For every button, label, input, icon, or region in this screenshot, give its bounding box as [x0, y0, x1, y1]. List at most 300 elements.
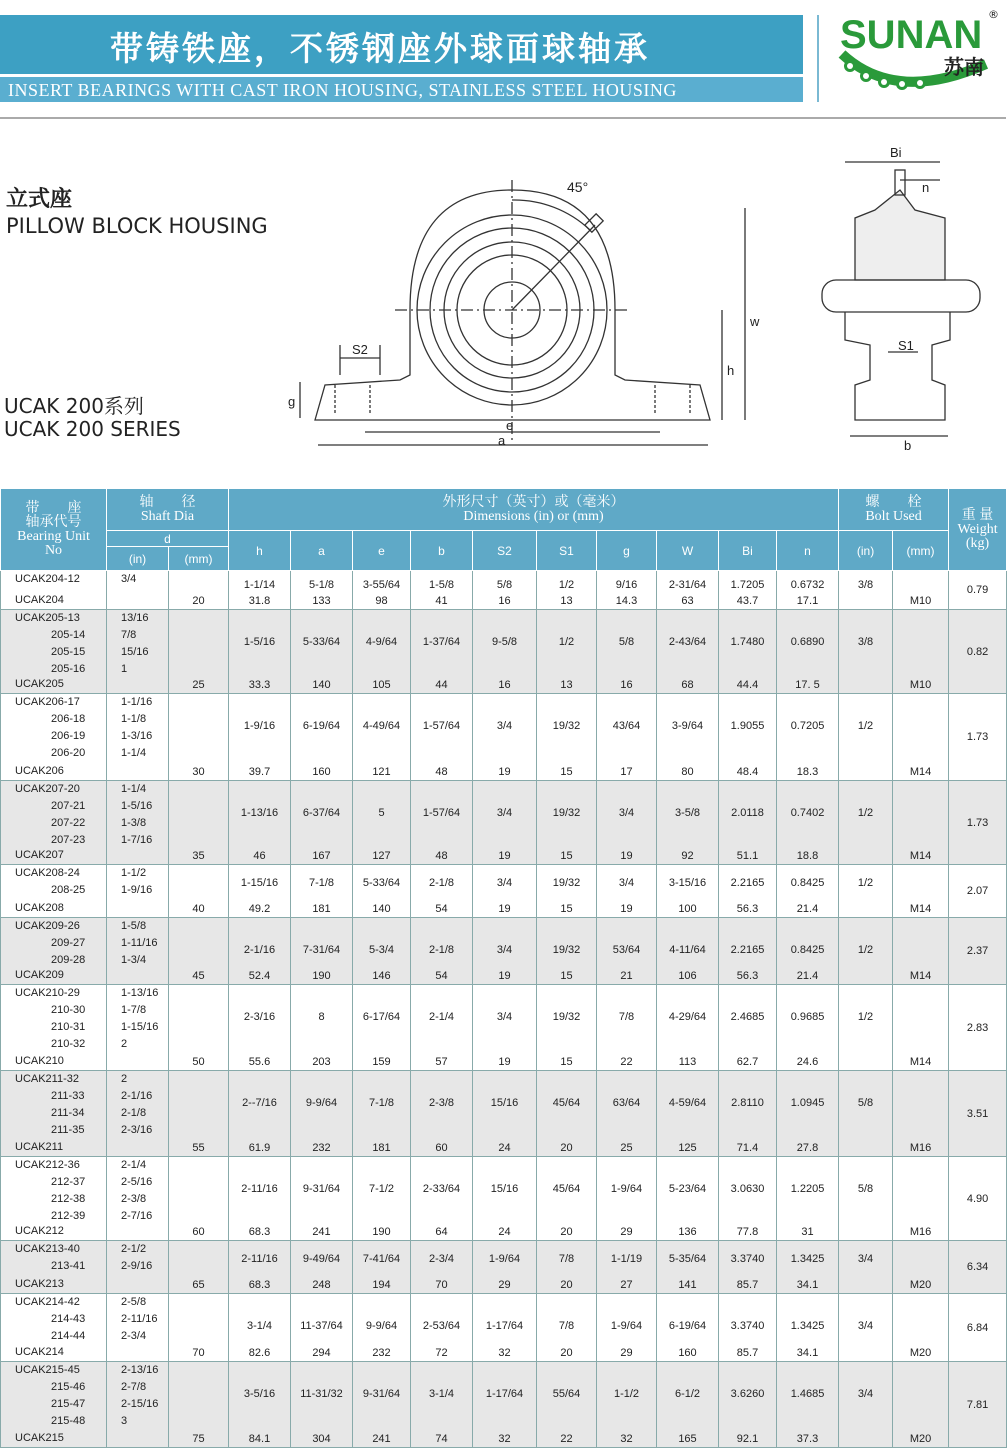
cell-shaft-in: [107, 1294, 169, 1362]
section-title-en: PILLOW BLOCK HOUSING: [6, 214, 268, 238]
header-weight: 重 量 Weight (kg): [949, 489, 1007, 571]
cell-s1: [537, 865, 597, 918]
s1-mm-value: 20: [560, 1347, 573, 1359]
cell-bolt-mm: [893, 985, 949, 1071]
bi-mm-value: 85.7: [736, 1347, 759, 1359]
b-in-value: 2-3/8: [428, 1097, 455, 1109]
cell-w: [657, 1241, 719, 1294]
a-mm-value: 160: [312, 766, 331, 778]
w-in-value: 3-15/16: [668, 877, 707, 889]
h-in-value: 2-3/16: [243, 1011, 276, 1023]
cell-shaft-mm: [169, 1071, 229, 1157]
shaft-in-value: 2-1/16: [121, 1090, 153, 1102]
header-col-w: W: [657, 531, 719, 571]
cell-n: [777, 985, 839, 1071]
weight-value: 0.82: [966, 645, 989, 658]
header-col-s2: S2: [473, 531, 537, 571]
g-in-value: 7/8: [618, 1011, 635, 1023]
h-label: h: [727, 363, 735, 378]
cell-b: [411, 1241, 473, 1294]
cell-n: [777, 571, 839, 610]
bearing-no: UCAK210: [15, 1055, 64, 1067]
cell-bolt-in: [839, 610, 893, 694]
w-mm-value: 80: [681, 766, 694, 778]
shaft-in-value: 2-9/16: [121, 1260, 153, 1272]
b-in-value: 1-57/64: [422, 807, 461, 819]
bearing-no: UCAK212: [15, 1225, 64, 1237]
bearing-no: UCAK212-36: [15, 1159, 80, 1171]
cell-bolt-in: [839, 918, 893, 985]
cell-bolt-in: [839, 1362, 893, 1448]
a-in-value: 5-33/64: [302, 636, 341, 648]
table-row: [1, 918, 1007, 985]
bearing-no: UCAK207: [15, 849, 64, 861]
cell-n: [777, 694, 839, 781]
h-mm-value: 46: [253, 850, 266, 862]
e-in-value: 4-49/64: [362, 720, 401, 732]
cell-shaft-in: [107, 918, 169, 985]
cell-shaft-in: [107, 985, 169, 1071]
cell-h: [229, 918, 291, 985]
bolt-mm-value: M16: [909, 1226, 932, 1238]
bearing-no: UCAK210-29: [15, 987, 80, 999]
a-mm-value: 248: [312, 1279, 331, 1291]
cell-n: [777, 1362, 839, 1448]
cell-b: [411, 1157, 473, 1241]
a-in-value: 6-37/64: [302, 807, 341, 819]
cell-weight: [949, 571, 1007, 610]
cell-bi: [719, 1071, 777, 1157]
cell-bolt-mm: [893, 1294, 949, 1362]
shaft-mm-value: 65: [192, 1279, 205, 1291]
bearing-no: 212-38: [51, 1193, 86, 1205]
bearing-no: 212-37: [51, 1176, 86, 1188]
n-mm-value: 37.3: [796, 1433, 819, 1445]
cell-w: [657, 1071, 719, 1157]
cell-s2: [473, 985, 537, 1071]
bearing-no: 206-19: [51, 730, 86, 742]
bolt-in-value: 1/2: [857, 944, 874, 956]
s1-in-value: 7/8: [558, 1320, 575, 1332]
cell-a: [291, 1071, 353, 1157]
cell-bolt-mm: [893, 918, 949, 985]
banner-bottom: [0, 77, 803, 102]
table-row: [1, 865, 1007, 918]
a-mm-value: 190: [312, 970, 331, 982]
weight-value: 4.90: [966, 1192, 989, 1205]
a-mm-value: 203: [312, 1056, 331, 1068]
bearing-no: UCAK214-42: [15, 1296, 80, 1308]
cell-bearing-no: [1, 1241, 107, 1294]
cell-g: [597, 865, 657, 918]
bearing-no: UCAK215: [15, 1432, 64, 1444]
shaft-in-value: 1-1/4: [121, 783, 147, 795]
bearing-no: UCAK211-32: [15, 1073, 79, 1085]
s2-label: S2: [352, 342, 368, 357]
s1-mm-value: 22: [560, 1433, 573, 1445]
bolt-in-value: 1/2: [857, 1011, 874, 1023]
s1-mm-value: 20: [560, 1142, 573, 1154]
n-label: n: [922, 180, 930, 195]
bi-in-value: 3.6260: [730, 1388, 765, 1400]
n-mm-value: 17.1: [796, 595, 819, 607]
e-in-value: 5-33/64: [362, 877, 401, 889]
cell-w: [657, 781, 719, 865]
s2-mm-value: 19: [498, 970, 511, 982]
e-label: e: [506, 418, 514, 433]
bearing-no: UCAK204: [15, 594, 64, 606]
s1-mm-value: 20: [560, 1279, 573, 1291]
b-in-value: 2-3/4: [428, 1253, 455, 1265]
bolt-in-value: 1/2: [857, 877, 874, 889]
bi-mm-value: 48.4: [736, 766, 759, 778]
s2-in-value: 9-5/8: [491, 636, 518, 648]
h-in-value: 2-11/16: [241, 1253, 278, 1265]
h-mm-value: 61.9: [248, 1142, 271, 1154]
h-in-value: 2--7/16: [242, 1097, 277, 1109]
cell-weight: [949, 985, 1007, 1071]
cell-bolt-in: [839, 694, 893, 781]
header-col-n: n: [777, 531, 839, 571]
cell-s2: [473, 1241, 537, 1294]
bearing-no: 211-35: [51, 1124, 85, 1136]
cell-bearing-no: [1, 1157, 107, 1241]
b-mm-value: 41: [435, 595, 448, 607]
cell-e: [353, 985, 411, 1071]
bi-mm-value: 56.3: [736, 970, 759, 982]
cell-s2: [473, 571, 537, 610]
w-label: w: [750, 314, 760, 329]
cell-a: [291, 694, 353, 781]
angle-label: 45°: [567, 179, 589, 195]
w-mm-value: 141: [678, 1279, 697, 1291]
s2-mm-value: 16: [498, 679, 511, 691]
shaft-in-value: 2-7/16: [121, 1210, 153, 1222]
w-in-value: 3-9/64: [671, 720, 704, 732]
w-mm-value: 106: [678, 970, 697, 982]
cell-shaft-mm: [169, 1157, 229, 1241]
cell-e: [353, 1241, 411, 1294]
shaft-mm-value: 35: [192, 850, 205, 862]
s2-in-value: 3/4: [496, 807, 513, 819]
header-bolt-mm: (mm): [893, 531, 949, 571]
weight-value: 3.51: [966, 1107, 989, 1120]
g-in-value: 3/4: [618, 877, 635, 889]
header-title-en: INSERT BEARINGS WITH CAST IRON HOUSING, STAINLESS STEEL HOUSING: [8, 80, 677, 100]
shaft-in-value: 1-9/16: [121, 884, 153, 896]
weight-value: 2.37: [966, 945, 989, 957]
b-mm-value: 44: [435, 679, 448, 691]
bearing-no: UCAK215-45: [15, 1364, 80, 1376]
table-row: [1, 610, 1007, 694]
a-in-value: 9-9/64: [305, 1097, 338, 1109]
cell-weight: [949, 610, 1007, 694]
shaft-mm-value: 25: [192, 679, 205, 691]
cell-bolt-in: [839, 1071, 893, 1157]
cell-g: [597, 1157, 657, 1241]
bi-in-value: 2.2165: [730, 877, 765, 889]
header-shaft-d: d: [107, 531, 229, 547]
weight-value: 1.73: [966, 816, 989, 829]
bearing-no: 213-41: [51, 1260, 86, 1272]
bolt-mm-value: M14: [909, 766, 932, 778]
shaft-in-value: 2-3/8: [121, 1193, 147, 1205]
bearing-no: 210-32: [51, 1038, 86, 1050]
b-mm-value: 48: [435, 766, 448, 778]
w-in-value: 6-1/2: [674, 1388, 701, 1400]
shaft-in-value: 7/8: [121, 629, 137, 641]
side-housing-top: [855, 190, 945, 280]
shaft-mm-value: 30: [192, 766, 205, 778]
cell-b: [411, 781, 473, 865]
cell-b: [411, 1362, 473, 1448]
cell-h: [229, 694, 291, 781]
shaft-mm-value: 50: [192, 1056, 205, 1068]
s2-in-value: 15/16: [490, 1097, 519, 1109]
s2-mm-value: 29: [498, 1279, 511, 1291]
cell-a: [291, 571, 353, 610]
s2-in-value: 3/4: [496, 944, 513, 956]
cell-shaft-in: [107, 694, 169, 781]
a-in-value: 8: [318, 1011, 325, 1023]
table-row: [1, 781, 1007, 865]
cell-a: [291, 610, 353, 694]
n-in-value: 0.6732: [790, 579, 825, 591]
bi-in-value: 2.4685: [730, 1011, 765, 1023]
s1-mm-value: 15: [560, 903, 573, 915]
cell-s2: [473, 694, 537, 781]
n-in-value: 1.4685: [790, 1388, 825, 1400]
header-bearing-unit: 带 座 轴承代号 Bearing Unit No: [1, 489, 107, 571]
h-mm-value: 39.7: [248, 766, 271, 778]
bearing-no: UCAK206-17: [15, 696, 80, 708]
bearing-no: UCAK209: [15, 969, 64, 981]
bi-in-value: 2.0118: [731, 807, 764, 819]
bearing-no: UCAK205: [15, 678, 64, 690]
cell-weight: [949, 1157, 1007, 1241]
shaft-in-value: 1-3/4: [121, 954, 147, 966]
h-mm-value: 52.4: [248, 970, 271, 982]
cell-b: [411, 865, 473, 918]
cell-shaft-in: [107, 1241, 169, 1294]
h-mm-value: 49.2: [248, 903, 271, 915]
h-mm-value: 68.3: [248, 1279, 271, 1291]
cell-a: [291, 1241, 353, 1294]
bi-in-value: 1.7480: [730, 636, 765, 648]
cell-bolt-mm: [893, 571, 949, 610]
cell-s1: [537, 918, 597, 985]
bearing-no: UCAK214: [15, 1346, 64, 1358]
cell-g: [597, 985, 657, 1071]
logo-cn: 苏南: [944, 55, 984, 79]
bolt-mm-value: M16: [909, 1142, 932, 1154]
e-mm-value: 194: [372, 1279, 391, 1291]
series-title-en: UCAK 200 SERIES: [4, 417, 181, 441]
cell-bi: [719, 610, 777, 694]
cell-a: [291, 918, 353, 985]
cell-s2: [473, 1071, 537, 1157]
cell-g: [597, 694, 657, 781]
cell-shaft-mm: [169, 610, 229, 694]
cell-b: [411, 694, 473, 781]
cell-a: [291, 1294, 353, 1362]
bearing-no: 209-28: [51, 954, 86, 966]
g-in-value: 5/8: [618, 636, 635, 648]
cell-s2: [473, 918, 537, 985]
b-in-value: 2-33/64: [422, 1183, 461, 1195]
shaft-in-value: 1: [121, 663, 128, 675]
bearing-no: 214-44: [51, 1330, 86, 1342]
cell-shaft-mm: [169, 865, 229, 918]
weight-value: 2.07: [966, 885, 989, 897]
bearing-no: 209-27: [51, 937, 86, 949]
s1-in-value: 1/2: [558, 579, 575, 591]
g-mm-value: 27: [620, 1279, 633, 1291]
a-mm-value: 140: [312, 679, 331, 691]
weight-value: 2.83: [966, 1021, 989, 1034]
n-mm-value: 21.4: [796, 970, 819, 982]
a-mm-value: 181: [312, 903, 331, 915]
header-bolt-in: (in): [839, 531, 893, 571]
cell-w: [657, 918, 719, 985]
n-in-value: 0.8425: [790, 944, 825, 956]
table-row: [1, 1071, 1007, 1157]
cell-bi: [719, 1362, 777, 1448]
bearing-no: UCAK207-20: [15, 783, 80, 795]
cell-w: [657, 1362, 719, 1448]
w-mm-value: 136: [678, 1226, 697, 1238]
cell-weight: [949, 1071, 1007, 1157]
s1-mm-value: 20: [560, 1226, 573, 1238]
shaft-mm-value: 40: [192, 903, 205, 915]
bearing-no: 208-25: [51, 884, 86, 896]
shaft-in-value: 1-7/16: [121, 834, 153, 846]
cell-e: [353, 610, 411, 694]
header-divider: [817, 15, 819, 102]
s2-in-value: 1-17/64: [485, 1388, 524, 1400]
b-mm-value: 70: [435, 1279, 448, 1291]
cell-weight: [949, 918, 1007, 985]
w-mm-value: 160: [678, 1347, 697, 1359]
bearing-no: 215-47: [51, 1398, 86, 1410]
cell-e: [353, 865, 411, 918]
bearing-no: UCAK204-12: [15, 573, 80, 585]
logo-registered: ®: [988, 8, 999, 21]
cell-h: [229, 1362, 291, 1448]
bi-in-value: 2.2165: [730, 944, 765, 956]
shaft-in-value: 2-7/8: [121, 1381, 147, 1393]
h-in-value: 3-1/4: [246, 1320, 273, 1332]
e-mm-value: 127: [372, 850, 391, 862]
s1-in-value: 19/32: [552, 944, 581, 956]
n-in-value: 1.2205: [790, 1183, 825, 1195]
s2-in-value: 5/8: [496, 579, 513, 591]
g-mm-value: 29: [620, 1347, 633, 1359]
bi-label: Bi: [890, 145, 902, 160]
cell-n: [777, 1294, 839, 1362]
cell-b: [411, 571, 473, 610]
n-mm-value: 31: [801, 1226, 814, 1238]
b-mm-value: 48: [435, 850, 448, 862]
cell-h: [229, 1071, 291, 1157]
a-mm-value: 304: [312, 1433, 331, 1445]
cell-w: [657, 610, 719, 694]
cell-bi: [719, 985, 777, 1071]
e-mm-value: 181: [372, 1142, 391, 1154]
cell-e: [353, 571, 411, 610]
n-mm-value: 18.3: [796, 766, 819, 778]
header-col-b: b: [411, 531, 473, 571]
shaft-mm-value: 70: [192, 1347, 205, 1359]
cell-bolt-mm: [893, 694, 949, 781]
header-bolt: 螺 栓 Bolt Used: [839, 489, 949, 531]
w-in-value: 5-23/64: [668, 1183, 707, 1195]
s2-mm-value: 19: [498, 766, 511, 778]
e-mm-value: 159: [372, 1056, 391, 1068]
bolt-mm-value: M14: [909, 970, 932, 982]
cell-g: [597, 781, 657, 865]
cell-e: [353, 1362, 411, 1448]
bolt-in-value: 1/2: [857, 807, 874, 819]
cell-n: [777, 865, 839, 918]
s2-mm-value: 19: [498, 1056, 511, 1068]
e-in-value: 6-17/64: [362, 1011, 401, 1023]
cell-bi: [719, 694, 777, 781]
cell-shaft-mm: [169, 694, 229, 781]
bearing-no: 215-46: [51, 1381, 86, 1393]
h-mm-value: 84.1: [248, 1433, 271, 1445]
header-col-s1: S1: [537, 531, 597, 571]
bi-in-value: 3.3740: [730, 1253, 765, 1265]
e-in-value: 5: [378, 807, 385, 819]
a-mm-value: 241: [312, 1226, 331, 1238]
bolt-mm-value: M20: [909, 1279, 932, 1291]
b-in-value: 2-1/8: [428, 877, 455, 889]
cell-w: [657, 985, 719, 1071]
g-mm-value: 19: [620, 903, 633, 915]
cell-shaft-mm: [169, 985, 229, 1071]
w-mm-value: 125: [678, 1142, 697, 1154]
cell-h: [229, 1241, 291, 1294]
cell-s1: [537, 1362, 597, 1448]
bearing-no: UCAK213-40: [15, 1243, 80, 1255]
cell-g: [597, 571, 657, 610]
bearing-no: 207-22: [51, 817, 86, 829]
shaft-in-value: 2-1/8: [121, 1107, 147, 1119]
header-rule: [0, 117, 1006, 119]
cell-g: [597, 1071, 657, 1157]
n-mm-value: 17. 5: [795, 679, 820, 691]
shaft-mm-value: 60: [192, 1226, 205, 1238]
bearing-no: UCAK208: [15, 902, 64, 914]
n-in-value: 0.7402: [790, 807, 825, 819]
cell-bearing-no: [1, 1294, 107, 1362]
series-title-cn: UCAK 200系列: [4, 394, 144, 418]
n-mm-value: 24.6: [796, 1056, 819, 1068]
cell-n: [777, 1157, 839, 1241]
cell-shaft-mm: [169, 1294, 229, 1362]
e-in-value: 3-55/64: [362, 579, 401, 591]
header-title-cn: 带铸铁座，不锈钢座外球面球轴承: [110, 29, 650, 68]
cell-shaft-in: [107, 571, 169, 610]
e-in-value: 4-9/64: [365, 636, 398, 648]
table-row: [1, 985, 1007, 1071]
s2-in-value: 3/4: [496, 877, 513, 889]
cell-shaft-mm: [169, 571, 229, 610]
g-mm-value: 21: [620, 970, 633, 982]
a-in-value: 7-31/64: [302, 944, 341, 956]
cell-bi: [719, 571, 777, 610]
